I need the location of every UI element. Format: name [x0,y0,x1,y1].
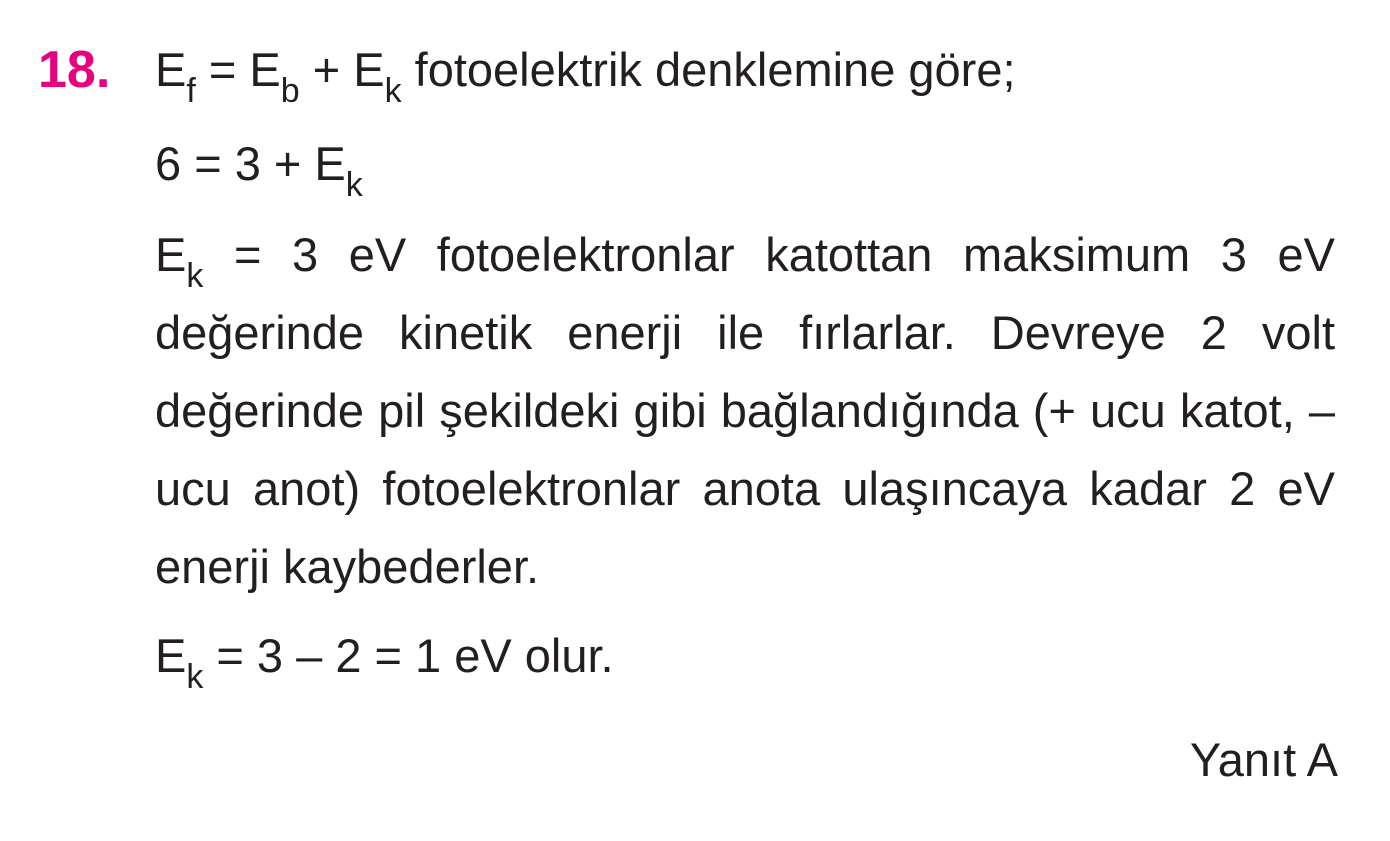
equation-caption: fotoelektrik denklemine göre; [401,43,1016,96]
subscript-b: b [280,72,300,110]
symbol-E: E [155,629,187,682]
answer-label: Yanıt A [1189,733,1338,786]
equation-part: = E [195,43,281,96]
solution-text [155,38,1335,696]
equation-part: + E [299,43,385,96]
subscript-k: k [384,72,402,110]
explanation-paragraph [155,216,1335,606]
result-text: = 3 – 2 = 1 eV olur. [203,629,614,682]
symbol-E: E [155,43,187,96]
subscript-k: k [186,658,204,696]
equation-result [155,624,1335,696]
question-number: 18. [38,41,111,99]
subscript-f: f [186,72,196,110]
explanation-text: = 3 eV fotoelektronlar katottan maksimum 3 eV değerinde kinetik enerji ile fırlarlar. Devreye 2 volt değerinde pil şekildeki gibi bağlandığında (+ ucu katot, – ucu anot) fotoelektronlar anota ulaşıncaya kadar 2 eV enerji kaybederler. [155,228,1335,593]
equation-substitution [155,132,1335,204]
subscript-k: k [186,257,204,295]
symbol-E: E [155,228,187,281]
equation-part: 6 = 3 + E [155,137,346,190]
equation-photoelectric [155,38,1335,110]
subscript-k: k [345,166,363,204]
